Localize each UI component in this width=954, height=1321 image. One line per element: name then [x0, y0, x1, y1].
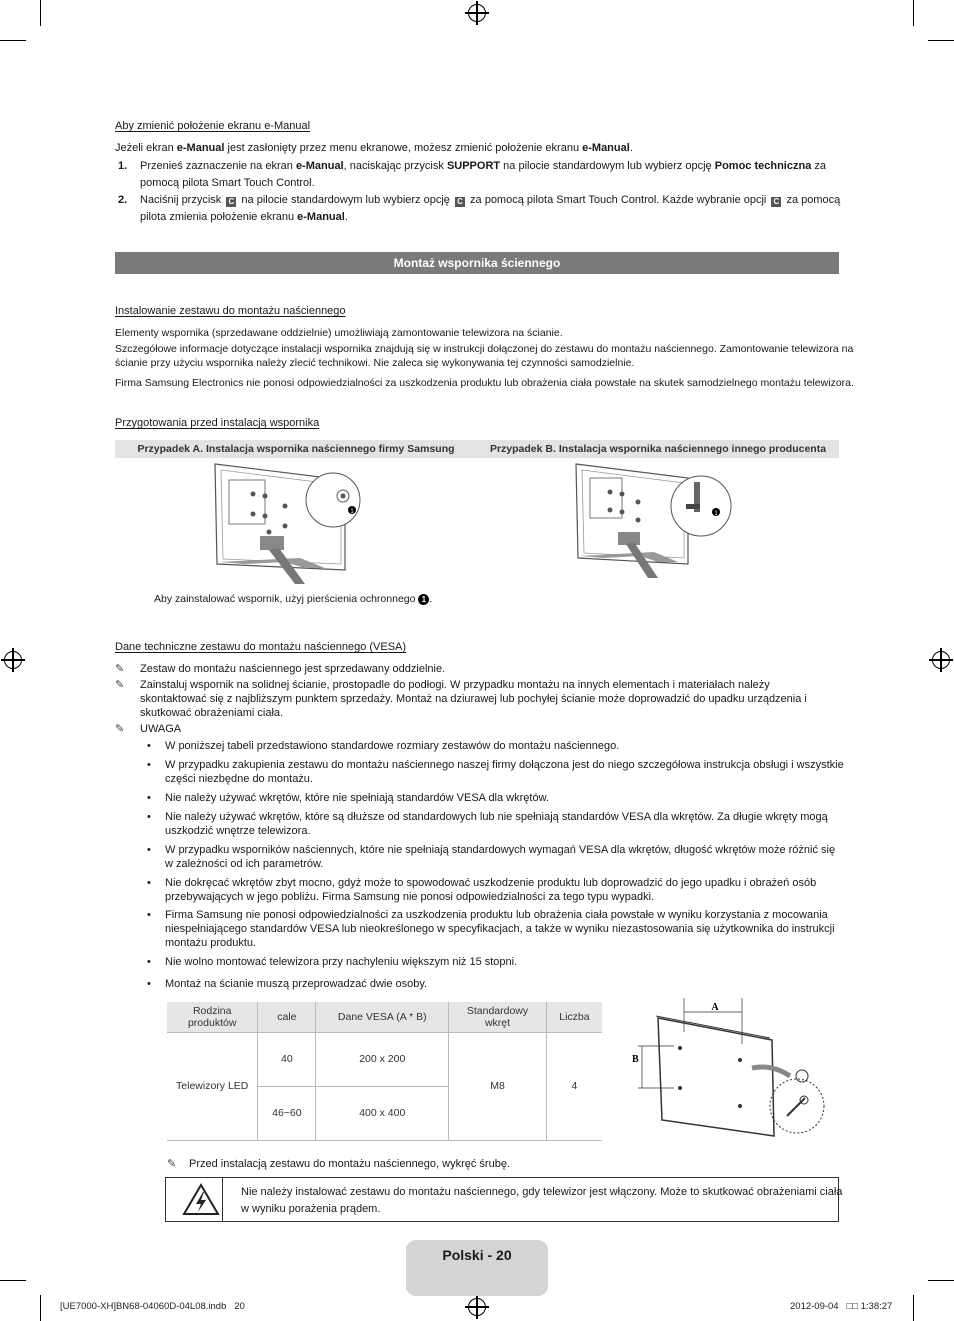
- registration-mark-icon: [4, 651, 22, 669]
- table-cell-family: Telewizory LED: [167, 1032, 258, 1140]
- vesa-heading: Dane techniczne zestawu do montażu naściennego (VESA): [115, 641, 407, 653]
- marker-1: 1: [714, 511, 718, 517]
- vesa-note: Zainstaluj wspornik na solidnej ścianie, prostopadle do podłogi. W przypadku montażu na innych elementach i materiałach należy: [140, 679, 770, 691]
- table-header: Standardowy wkręt: [449, 1002, 547, 1032]
- bullet-text-line: Nie należy używać wkrętów, które są dłuższe od standardowych lub nie spełniają standardów VESA dla wkrętów. Za długie wkręty mogą: [165, 811, 828, 823]
- footer-file-info: [UE7000-XH]BN68-04060D-04L08.indb 20: [60, 1301, 245, 1312]
- bullet-item: [147, 876, 817, 904]
- bullet-dot: •: [147, 909, 151, 921]
- bullet-dot: •: [147, 844, 151, 856]
- crop-mark: [0, 1280, 26, 1281]
- warning-text: w wyniku porażenia prądem.: [241, 1203, 381, 1215]
- bullet-text-line: uszkodzić wnętrze telewizora.: [165, 825, 311, 837]
- install-paragraph: Elementy wspornika (sprzedawane oddzielnie) umożliwiają zamontowanie telewizora na ścianie.: [115, 327, 563, 339]
- case-b-label: Przypadek B. Instalacja wspornika naściennego innego producenta: [489, 443, 827, 455]
- crop-mark: [40, 0, 41, 26]
- vesa-note: skontaktować się z najbliższym punktem sprzedaży. Montaż na dziurawej lub pochyłej ścianie może doprowadzić do upadku urządzenia i: [140, 693, 807, 705]
- bullet-text-line: części niezbędne do montażu.: [165, 773, 313, 785]
- emanual-heading: Aby zmienić położenie ekranu e-Manual: [115, 120, 311, 132]
- bullet-dot: •: [147, 759, 151, 771]
- install-paragraph: Firma Samsung Electronics nie ponosi odpowiedzialności za uszkodzenia produktu lub obrażenia ciała powstałe na skutek samodzielnego montażu telewizora.: [115, 377, 854, 389]
- bullet-dot: •: [147, 811, 151, 823]
- install-heading: Instalowanie zestawu do montażu naściennego: [115, 305, 346, 317]
- table-cell: 4: [546, 1032, 602, 1140]
- vesa-note: skutkować obrażeniami ciała.: [140, 707, 284, 719]
- crop-mark: [913, 0, 914, 26]
- note-pencil-icon: ✎: [115, 679, 125, 691]
- step-number: 2.: [118, 194, 128, 206]
- bullet-dot: •: [147, 792, 151, 804]
- bullet-text-line: przebywających w jego pobliżu. Firma Samsung nie ponosi odpowiedzialności za tego typu wypadki.: [165, 891, 655, 903]
- vesa-note: Zestaw do montażu naściennego jest sprzedawany oddzielnie.: [140, 663, 446, 675]
- bullet-item: [147, 758, 844, 786]
- bullet-dot: •: [147, 978, 151, 990]
- warning-text: Nie należy instalować zestawu do montażu naściennego, gdy telewizor jest włączony. Może to skutkować obrażeniami ciała: [241, 1186, 843, 1198]
- vesa-note-uwaga: UWAGA: [140, 723, 182, 735]
- bullet-item: [147, 843, 836, 871]
- bullet-text-line: Firma Samsung nie ponosi odpowiedzialności za uszkodzenia produktu lub obrażenia ciała powstałe w wyniku korzystania z mocowania: [165, 909, 828, 921]
- bullet-item: [147, 955, 518, 969]
- bullet-item: [147, 908, 835, 950]
- table-header: Rodzina produktów: [167, 1002, 258, 1032]
- crop-mark: [0, 40, 26, 41]
- install-paragraph: Szczegółowe informacje dotyczące instalacji wspornika znajdują się w instrukcji dołączonej do zestawu do montażu naściennego. Zamontowanie telewizora na: [115, 343, 854, 355]
- marker-1-icon: 1: [418, 594, 429, 605]
- bullet-text-line: niespełniającego standardów VESA lub nieokreślonego w specyfikacjach, a także w wyniku niezastosowania się użytkownika do instrukcji: [165, 923, 835, 935]
- vesa-diagram: [622, 996, 832, 1142]
- bullet-text-line: Nie dokręcać wkrętów zbyt mocno, gdyż może to spowodować uszkodzenie produktu lub doprowadzić do jego upadku i obrażeń osób: [165, 877, 817, 889]
- step-1-text: Przenieś zaznaczenie na ekran e-Manual, naciskając przycisk SUPPORT na pilocie standardowym lub wybierz opcję Pomoc techniczna za: [140, 160, 826, 172]
- emanual-intro: Jeżeli ekran e-Manual jest zasłonięty przez menu ekranowe, możesz zmienić położenie ekranu e-Manual.: [115, 142, 633, 154]
- bullet-text-line: montażu produktu.: [165, 937, 257, 949]
- electric-shock-warning-icon: [182, 1183, 220, 1217]
- crop-mark: [40, 1295, 41, 1321]
- case-b-diagram: [568, 460, 758, 590]
- registration-mark-icon: [932, 651, 950, 669]
- crop-mark: [928, 40, 954, 41]
- crop-mark: [913, 1295, 914, 1321]
- bullet-text-line: W poniższej tabeli przedstawiono standardowe rozmiary zestawów do montażu naściennego.: [165, 740, 620, 752]
- registration-mark-icon: [468, 4, 486, 22]
- bullet-dot: •: [147, 956, 151, 968]
- registration-mark-icon: [468, 1298, 486, 1316]
- bullet-item: [147, 791, 549, 805]
- dimension-b-label: B: [632, 1054, 639, 1065]
- step-2-text: Naciśnij przycisk C na pilocie standardowym lub wybierz opcję C za pomocą pilota Smart Touch Control. Każde wybranie opcji C za pomocą: [140, 194, 841, 206]
- table-cell: 200 x 200: [316, 1032, 449, 1086]
- bullet-text-line: Nie należy używać wkrętów, które nie spełniają standardów VESA dla wkrętów.: [165, 792, 549, 804]
- prep-heading: Przygotowania przed instalacją wspornika: [115, 417, 320, 429]
- footer-timestamp: 2012-09-04 □□ 1:38:27: [790, 1301, 893, 1312]
- crop-mark: [928, 1280, 954, 1281]
- c-button-icon: C: [455, 197, 465, 207]
- note-pencil-icon: ✎: [115, 723, 125, 735]
- step-2-text-line2: pilota zmienia położenie ekranu e-Manual.: [140, 211, 348, 223]
- table-cell: M8: [449, 1032, 547, 1140]
- table-cell: 46~60: [258, 1086, 316, 1140]
- prep-caption: Aby zainstalować wspornik, użyj pierścienia ochronnego 1 .: [154, 593, 433, 605]
- bullet-item: [147, 810, 828, 838]
- bullet-dot: •: [147, 877, 151, 889]
- c-button-icon: C: [226, 197, 236, 207]
- table-header: Dane VESA (A * B): [316, 1002, 449, 1032]
- bullet-item: [147, 739, 620, 753]
- bullet-item: [147, 977, 428, 991]
- note-pencil-icon: ✎: [167, 1158, 177, 1170]
- page-label: Polski - 20: [442, 1247, 512, 1263]
- bullet-text-line: Montaż na ścianie muszą przeprowadzać dwie osoby.: [165, 978, 428, 990]
- case-a-diagram: [205, 460, 395, 590]
- table-cell: 40: [258, 1032, 316, 1086]
- vesa-note: Przed instalacją zestawu do montażu naściennego, wykręć śrubę.: [189, 1158, 511, 1170]
- bullet-text-line: W przypadku wsporników naściennych, które nie spełniają standardowych wymagań VESA dla wkrętów, długość wkrętów może różnić się: [165, 844, 836, 856]
- bullet-text-line: W przypadku zakupienia zestawu do montażu naściennego naszej firmy dołączona jest do niego szczegółowa instrukcja obsługi i wszystkie: [165, 759, 844, 771]
- bullet-text-line: Nie wolno montować telewizora przy nachyleniu większym niż 15 stopni.: [165, 956, 518, 968]
- c-button-icon: C: [771, 197, 781, 207]
- step-number: 1.: [118, 160, 128, 172]
- dimension-a-label: A: [711, 1002, 719, 1013]
- table-header: cale: [258, 1002, 316, 1032]
- marker-1: 1: [350, 509, 354, 515]
- note-pencil-icon: ✎: [115, 663, 125, 675]
- bullet-text-line: w zależności od ich parametrów.: [165, 858, 324, 870]
- step-1-text-line2: pomocą pilota Smart Touch Control.: [140, 177, 315, 189]
- case-a-label: Przypadek A. Instalacja wspornika naściennego firmy Samsung: [137, 443, 455, 455]
- table-cell: 400 x 400: [316, 1086, 449, 1140]
- section-title: Montaż wspornika ściennego: [115, 252, 839, 274]
- warning-divider: [222, 1177, 223, 1222]
- bullet-dot: •: [147, 740, 151, 752]
- table-header: Liczba: [546, 1002, 602, 1032]
- vesa-table: [167, 1002, 602, 1141]
- install-paragraph: ścianie przy użyciu wspornika należy zlecić technikowi. Nie zaleca się wykonywania tej czynności samodzielnie.: [115, 357, 635, 369]
